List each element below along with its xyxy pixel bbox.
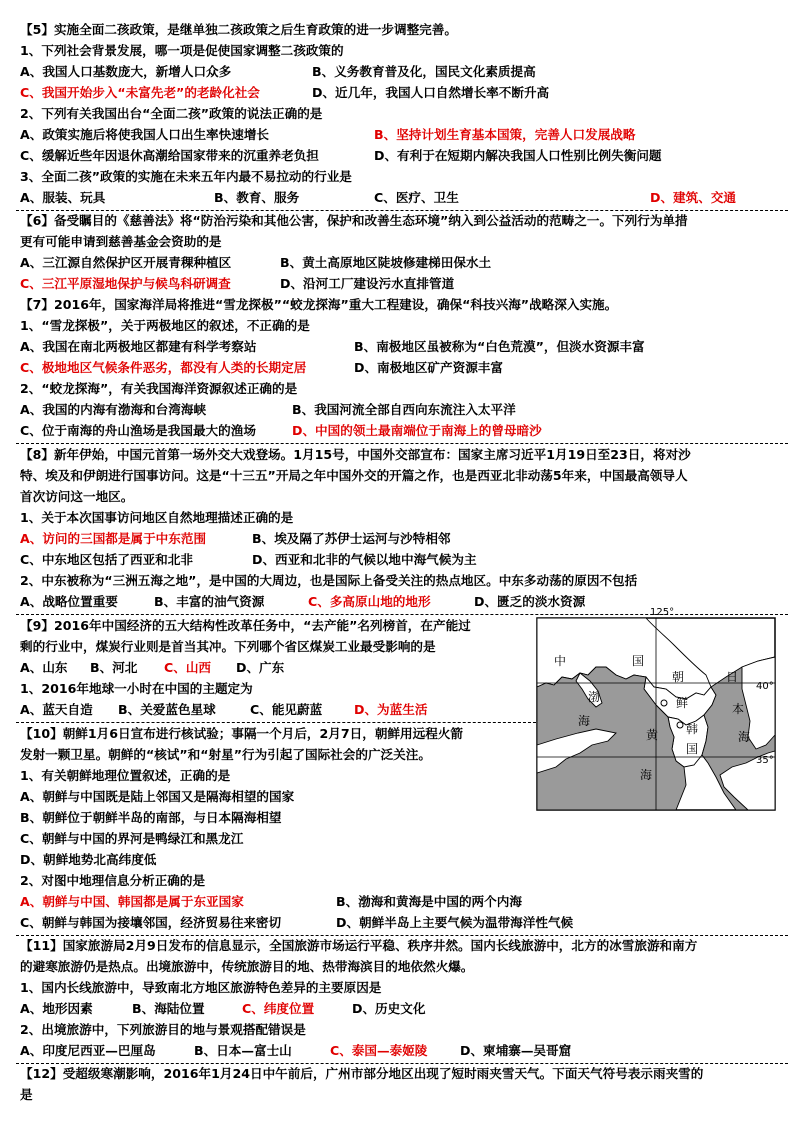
- q5-s2-option-c: C、缓解近些年因退休高潮给国家带来的沉重养老负担: [20, 148, 319, 163]
- q5-sub1-row1: [20, 62, 231, 82]
- q10-s1-option-b: B、朝鲜位于朝鲜半岛的南部，与日本隔海相望: [20, 810, 282, 825]
- q10-s1-option-a: A、朝鲜与中国既是陆上邻国又是隔海相望的国家: [20, 789, 295, 804]
- q8-s1-option-d: D、西亚和北非的气候以地中海气候为主: [252, 552, 477, 567]
- q7-s1-option-b: B、南极地区虽被称为“白色荒漠”，但淡水资源丰富: [354, 339, 645, 354]
- q6-stem-line2: 更有可能申请到慈善基金会资助的是: [20, 234, 222, 249]
- q6-option-b: B、黄土高原地区陡坡修建梯田保水土: [280, 255, 492, 270]
- q8-stem-line3: 首次访问这一地区。: [20, 489, 134, 504]
- q7-s2-option-d: D、中国的领土最南端位于南海上的曾母暗沙: [292, 423, 542, 438]
- q8-sub1: 1、关于本次国事访问地区自然地理描述正确的是: [20, 510, 294, 525]
- q9-option-c: C、山西: [164, 660, 212, 675]
- q9-s1-option-d: D、为蓝生活: [354, 702, 428, 717]
- divider: [16, 443, 788, 444]
- q7-s1-option-a: A、我国在南北两极地区都建有科学考察站: [20, 339, 257, 354]
- q6-option-c: C、三江平原湿地保护与候鸟科研调查: [20, 276, 231, 291]
- q8-sub2: 2、中东被称为“三洲五海之地”，是中国的大周边，也是国际上备受关注的热点地区。中东多动荡的原因不包括: [20, 573, 638, 588]
- q10-s2-option-b: B、渤海和黄海是中国的两个内海: [336, 894, 522, 909]
- q8-s2-option-d: D、匮乏的淡水资源: [474, 594, 586, 609]
- q10-sub1: 1、有关朝鲜地理位置叙述，正确的是: [20, 768, 231, 783]
- pyongyang-marker: [661, 700, 667, 706]
- q5-s2-option-a: A、政策实施后将使我国人口出生率快速增长: [20, 127, 270, 142]
- q9-stem-line2: 剩的行业中，煤炭行业则是首当其冲。下列哪个省区煤炭工业最受影响的是: [20, 639, 436, 654]
- q5-s3-option-c: C、医疗、卫生: [374, 190, 459, 205]
- q9-option-a: A、山东: [20, 660, 68, 675]
- q8-stem-line2: 特、埃及和伊朗进行国事访问。这是“十三五”开局之年中国外交的开篇之作，也是西亚北非动荡5年来，中国最高领导人: [20, 468, 688, 483]
- q9-option-b: B、河北: [90, 660, 138, 675]
- q9-stem-line1: 【9】2016年中国经济的五大结构性改革任务中，“去产能”名列榜首，在产能过: [20, 618, 471, 633]
- q5-sub3: 3、全面二孩”政策的实施在未来五年内最不易拉动的行业是: [20, 169, 352, 184]
- q8-s1-option-a: A、访问的三国都是属于中东范围: [20, 531, 207, 546]
- q5-sub2: 2、下列有关我国出台“全面二孩”政策的说法正确的是: [20, 106, 323, 121]
- q8-s2-option-a: A、战略位置重要: [20, 594, 118, 609]
- q11-s2-option-c: C、泰国—泰姬陵: [330, 1043, 428, 1058]
- q5-s3-option-d: D、建筑、交通: [650, 190, 737, 205]
- q10-stem-line1: 【10】朝鲜1月6日宣布进行核试验；事隔一个月后，2月7日，朝鲜用远程火箭: [20, 726, 463, 741]
- q10-s1-option-d: D、朝鲜地势北高纬度低: [20, 852, 157, 867]
- q6-option-d: D、沿河工厂建设污水直排管道: [280, 276, 455, 291]
- label-bo: 渤: [588, 690, 601, 704]
- label-ben: 本: [732, 702, 745, 716]
- q6-option-a: A、三江源自然保护区开展青稞种植区: [20, 255, 232, 270]
- label-chao: 朝: [672, 670, 685, 684]
- q11-s1-option-b: B、海陆位置: [132, 1001, 205, 1016]
- label-china-1: 中: [554, 654, 567, 668]
- q5-s1-option-a: A、我国人口基数庞大，新增人口众多: [20, 64, 232, 79]
- lon-label: 125°: [650, 607, 675, 618]
- label-ri: 日: [726, 670, 739, 684]
- seoul-marker: [677, 722, 683, 728]
- q7-s2-option-c: C、位于南海的舟山渔场是我国最大的渔场: [20, 423, 256, 438]
- divider: [16, 722, 536, 723]
- q5-s1-option-c: C、我国开始步入“未富先老”的老龄化社会: [20, 85, 260, 100]
- q5-s1-option-d: D、近几年，我国人口自然增长率不断升高: [312, 85, 550, 100]
- q10-sub2: 2、对图中地理信息分析正确的是: [20, 873, 206, 888]
- q11-stem-line2: 的避寒旅游仍是热点。出境旅游中，传统旅游目的地、热带海滨目的地依然火爆。: [20, 959, 474, 974]
- q7-s1-option-d: D、南极地区矿产资源丰富: [354, 360, 503, 375]
- q9-s1-option-c: C、能见蔚蓝: [250, 702, 323, 717]
- q11-s2-option-b: B、日本—富士山: [194, 1043, 292, 1058]
- label-huang: 黄: [646, 728, 659, 742]
- label-han: 韩: [686, 722, 699, 736]
- q10-s1-option-c: C、朝鲜与中国的界河是鸭绿江和黑龙江: [20, 831, 244, 846]
- q5-s2-option-b: B、坚持计划生育基本国策，完善人口发展战略: [374, 127, 636, 142]
- lat35-label: 35°: [756, 755, 774, 766]
- q9-option-d: D、广东: [236, 660, 285, 675]
- q7-sub1: 1、“雪龙探极”，关于两极地区的叙述，不正确的是: [20, 318, 310, 333]
- q12-stem-line1: 【12】受超级寒潮影响，2016年1月24日中午前后，广州市部分地区出现了短时雨夹雪天气。下面天气符号表示雨夹雪的: [20, 1066, 704, 1081]
- korean-peninsula-map: [536, 607, 776, 811]
- label-hai-bohai: 海: [578, 714, 591, 728]
- q11-s1-option-d: D、历史文化: [352, 1001, 426, 1016]
- q5-s2-option-d: D、有利于在短期内解决我国人口性别比例失衡问题: [374, 148, 662, 163]
- q11-stem-line1: 【11】国家旅游局2月9日发布的信息显示，全国旅游市场运行平稳、秩序井然。国内长线旅游中，北方的冰雪旅游和南方: [20, 938, 698, 953]
- q8-s1-option-b: B、埃及隔了苏伊士运河与沙特相邻: [252, 531, 451, 546]
- q11-s1-option-c: C、纬度位置: [242, 1001, 315, 1016]
- q9-sub1: 1、2016年地球一小时在中国的主题定为: [20, 681, 253, 696]
- q10-s2-option-c: C、朝鲜与韩国为接壤邻国，经济贸易往来密切: [20, 915, 282, 930]
- q10-stem-line2: 发射一颗卫星。朝鲜的“核试”和“射星”行为引起了国际社会的广泛关注。: [20, 747, 431, 762]
- q8-stem-line1: 【8】新年伊始，中国元首第一场外交大戏登场。1月15号，中国外交部宣布：国家主席习近平1月19日至23日，将对沙: [20, 447, 691, 462]
- q11-sub1: 1、国内长线旅游中，导致南北方地区旅游特色差异的主要原因是: [20, 980, 382, 995]
- q11-sub2: 2、出境旅游中，下列旅游目的地与景观搭配错误是: [20, 1022, 306, 1037]
- q9-s1-option-a: A、蓝天自造: [20, 702, 93, 717]
- lat40-label: 40°: [756, 681, 774, 692]
- q5-s3-option-b: B、教育、服务: [214, 190, 300, 205]
- q5-s3-option-a: A、服装、玩具: [20, 190, 106, 205]
- label-guo-korea: 国: [686, 742, 699, 756]
- q9-s1-option-b: B、关爱蓝色星球: [118, 702, 216, 717]
- label-hai-japan-sea: 海: [738, 730, 751, 744]
- q6-stem-line1: 【6】备受瞩目的《慈善法》将“防治污染和其他公害，保护和改善生态环境”纳入到公益活动的范畴之一。下列行为单措: [20, 213, 688, 228]
- q10-s2-option-a: A、朝鲜与中国、韩国都是属于东亚国家: [20, 894, 244, 909]
- q7-s2-option-b: B、我国河流全部自西向东流注入太平洋: [292, 402, 516, 417]
- q7-sub2: 2、“蛟龙探海”，有关我国海洋资源叙述正确的是: [20, 381, 298, 396]
- q11-s2-option-d: D、柬埔寨—吴哥窟: [460, 1043, 572, 1058]
- label-china-2: 国: [632, 654, 645, 668]
- q12-stem-line2: 是: [20, 1087, 33, 1102]
- label-xian: 鲜: [676, 696, 689, 710]
- q8-s2-option-c: C、多高原山地的地形: [308, 594, 431, 609]
- q5-s1-option-b: B、义务教育普及化，国民文化素质提高: [312, 64, 536, 79]
- q8-s2-option-b: B、丰富的油气资源: [154, 594, 265, 609]
- q5-sub1: 1、下列社会背景发展，哪一项是促使国家调整二孩政策的: [20, 43, 344, 58]
- q8-s1-option-c: C、中东地区包括了西亚和北非: [20, 552, 193, 567]
- q7-stem: 【7】2016年，国家海洋局将推进“雪龙探极”“蛟龙探海”重大工程建设，确保“科技兴海”战略深入实施。: [20, 297, 618, 312]
- q5-stem: 【5】实施全面二孩政策，是继单独二孩政策之后生育政策的进一步调整完善。: [20, 22, 457, 37]
- q11-s2-option-a: A、印度尼西亚—巴厘岛: [20, 1043, 156, 1058]
- q10-s2-option-d: D、朝鲜半岛上主要气候为温带海洋性气候: [336, 915, 574, 930]
- label-hai-yellow: 海: [640, 768, 653, 782]
- q11-s1-option-a: A、地形因素: [20, 1001, 93, 1016]
- q7-s2-option-a: A、我国的内海有渤海和台湾海峡: [20, 402, 207, 417]
- q7-s1-option-c: C、极地地区气候条件恶劣，都没有人类的长期定居: [20, 360, 307, 375]
